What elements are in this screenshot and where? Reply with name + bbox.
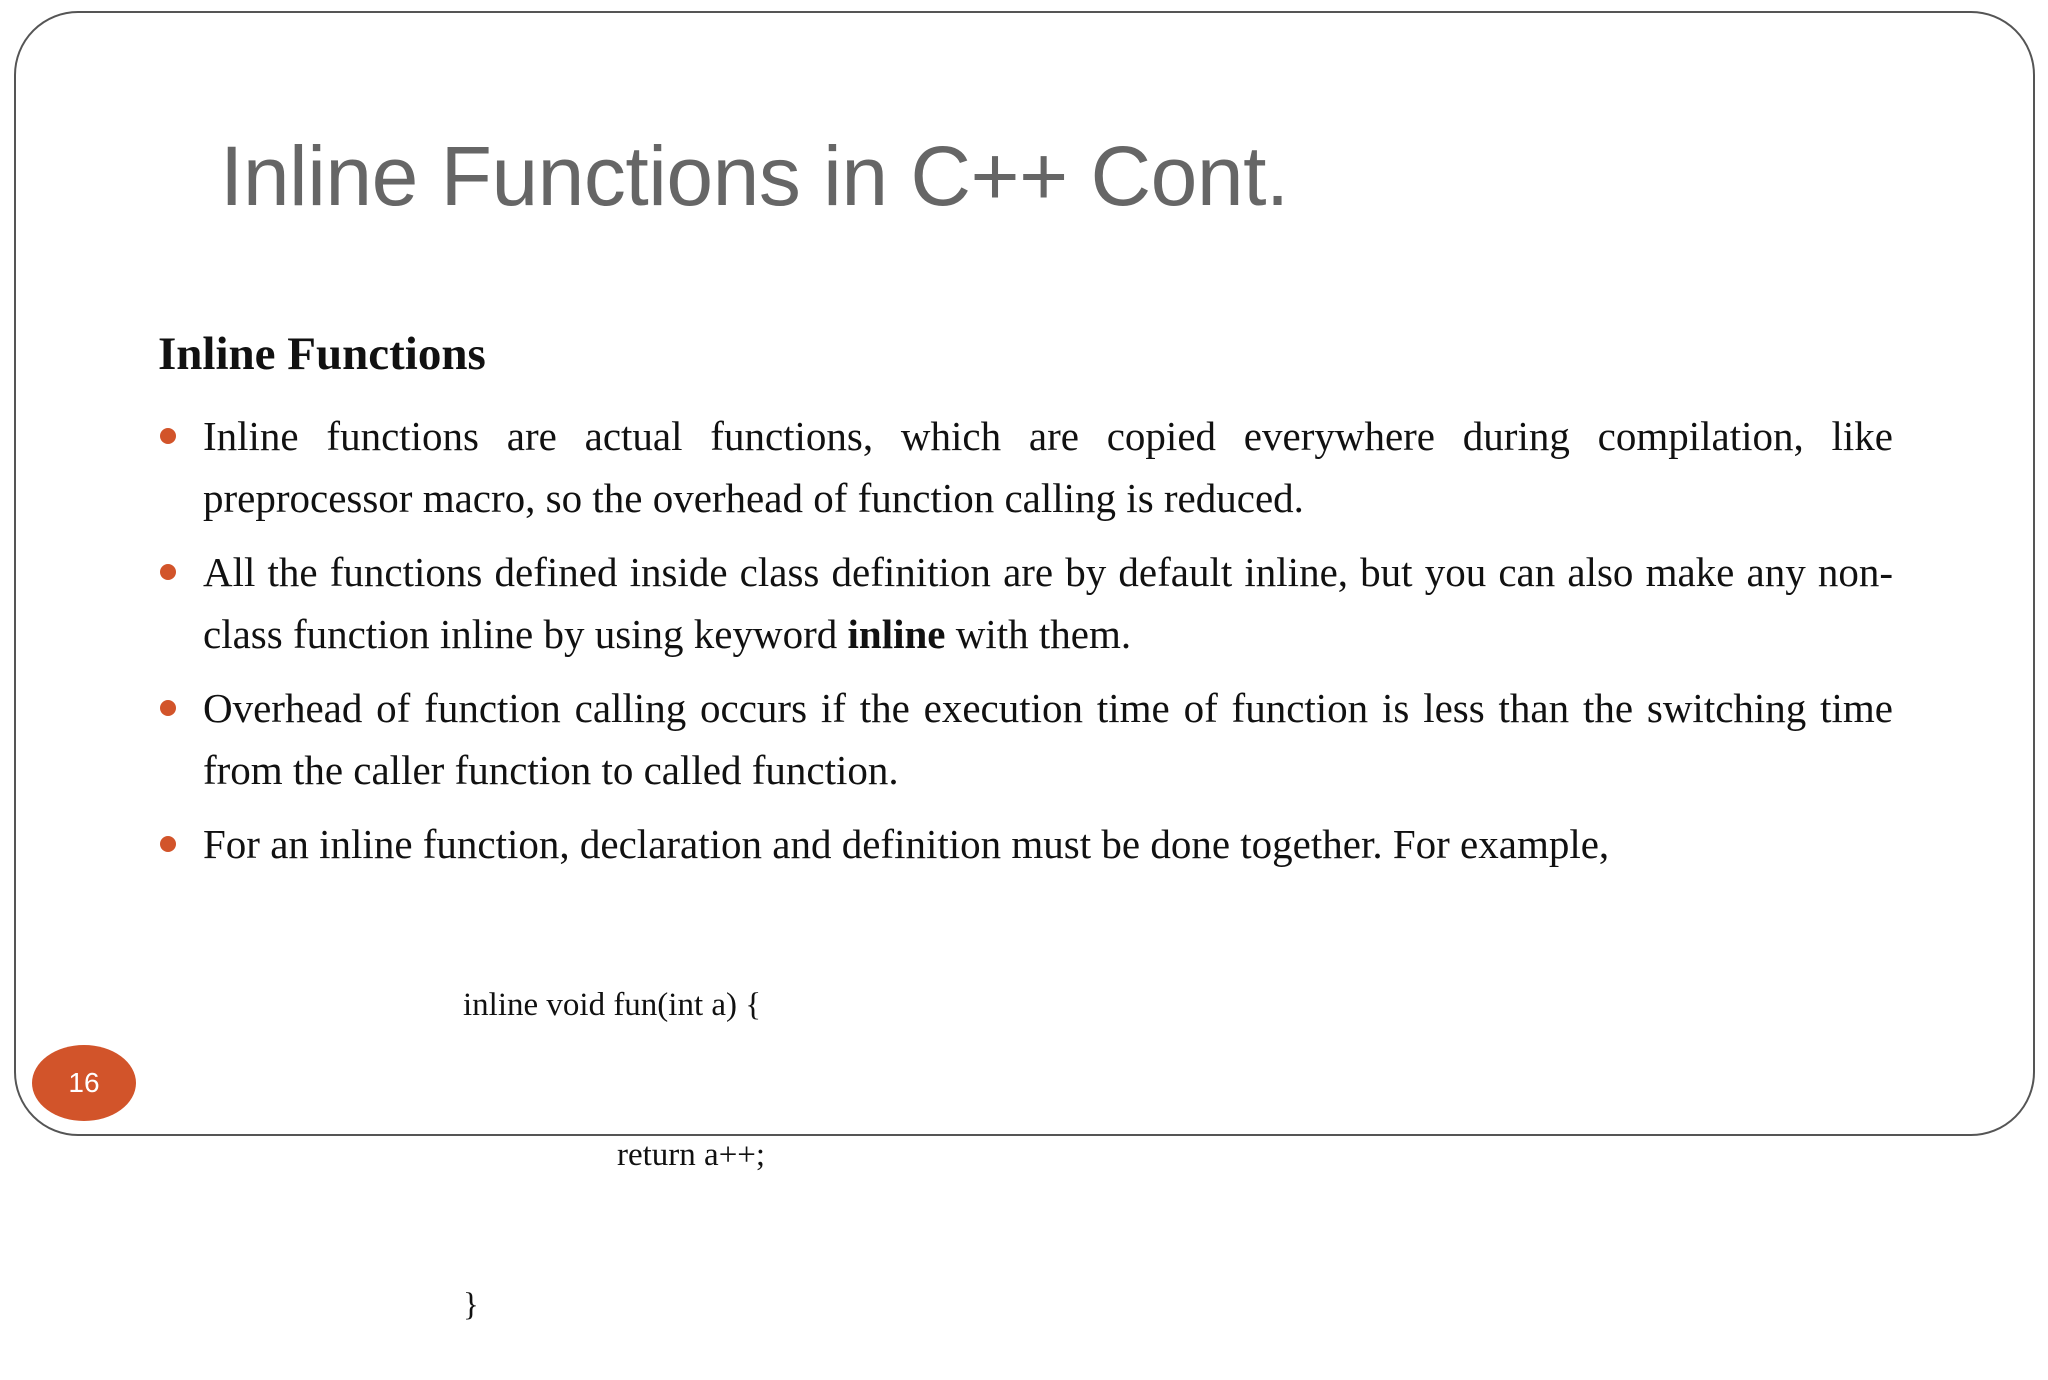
bullet-item [158,541,1893,665]
code-line: return a++; [617,1137,766,1173]
bullet-dot-icon [160,428,176,444]
bullet-dot-icon [160,836,176,852]
bullet-item [158,405,1893,529]
code-example [463,880,765,1380]
keyword-inline: inline [847,611,946,657]
code-line: inline void fun(int a) { [463,987,762,1023]
bullet-dot-icon [160,564,176,580]
code-line: } [463,1287,479,1323]
slide-title: Inline Functions in C++ Cont. [220,129,1289,223]
bullet-item [158,813,1893,875]
bullet-dot-icon [160,700,176,716]
bullet-text: Inline functions are actual functions, which are copied everywhere during compilation, like preprocessor macro, so the overhead of function calling is reduced. [203,413,1893,521]
bullet-text: All the functions defined inside class definition are by default inline, but you can also make any non-class function inline by using keyword [203,549,1893,657]
bullet-item [158,677,1893,801]
bullet-text-tail: with them. [945,611,1132,657]
bullet-text: Overhead of function calling occurs if the execution time of function is less than the switching time from the caller function to called function. [203,685,1893,793]
slide-number-badge: 16 [32,1045,136,1121]
bullet-list [158,405,1893,887]
bullet-text: For an inline function, declaration and definition must be done together. For example, [203,821,1610,867]
section-heading: Inline Functions [158,328,486,380]
